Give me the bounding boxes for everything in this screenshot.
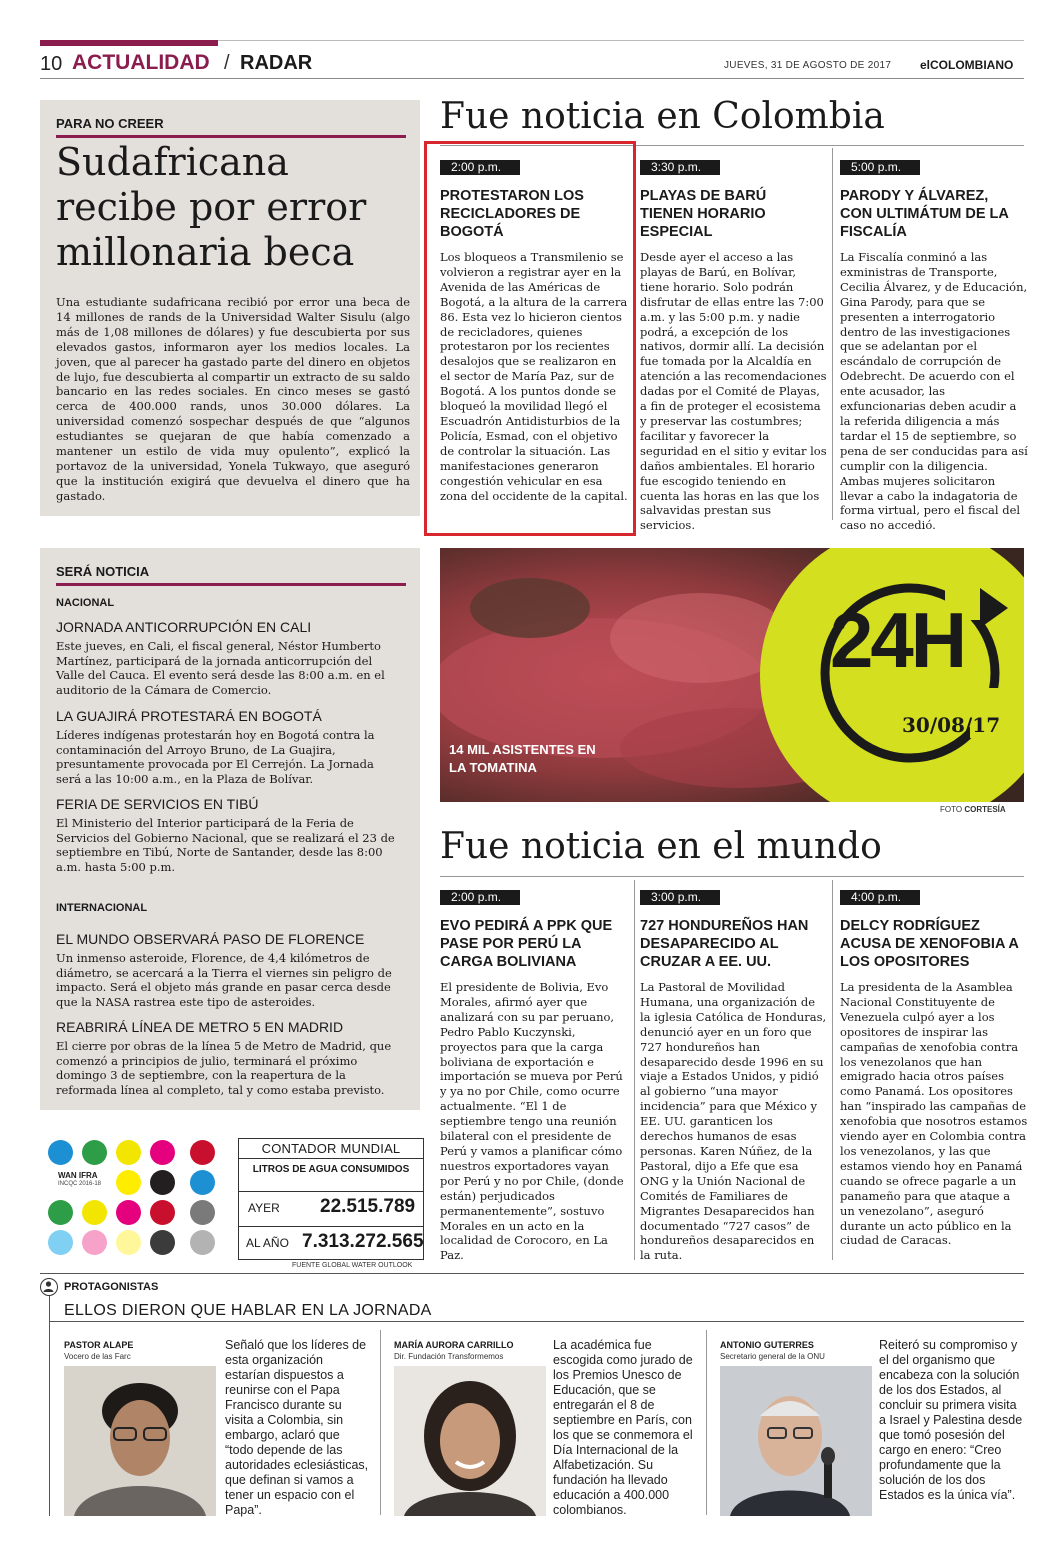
- story-body: Desde ayer el acceso a las playas de Barú, en Bolívar, tiene horario. Solo podrán disfrutar de ellas entre las 7:00 a.m. y las 5:00 p.m. y nadie podrá, a excepción de los nativos, dormir allí. La decisión fue tomada por la Alcaldía en atención a las recomendaciones dadas por el Comité de Playas, a fin de proteger el ecosistema y preservar las costumbres; facilitar y favorecer la seguridad en el sitio y evitar los daños ambientales. El horario fue escogido teniendo en cuenta las horas en las que los salvavidas prestan sus servicios.: [640, 250, 827, 533]
- color-swatch: [48, 1200, 73, 1225]
- story-body: Los bloqueos a Transmilenio se volvieron a registrar ayer en la Avenida de las Américas de Bogotá, a la altura de la carrera 86. Esta vez lo hicieron cientos de recicladores, quienes protestaron por los recientes desalojos que se realizaron en el sector de María Paz, sur de Bogotá. A los puntos donde se bloqueó la movilidad llegó el Escuadrón Antidisturbios de la Policía, Esmad, con el objetivo de controlar la situación. Las manifestaciones generaron congestión vehicular en esa zona del occidente de la capital.: [440, 250, 628, 503]
- counter-ano-value: 7.313.272.565: [302, 1231, 424, 1252]
- sera-noticia-item-title: FERIA DE SERVICIOS EN TIBÚ: [56, 796, 259, 812]
- protagonist-photo: [64, 1366, 216, 1516]
- para-no-creer-body: Una estudiante sudafricana recibió por error una beca de 14 millones de rands de la Universidad Walter Sisulu (algo más de 1,08 millones de dólares) y fue descubierta por sus elevados gastos, informaron ayer los medios locales. La joven, que al parecer ha gastado parte del dinero en objetos de lujo, fue descubierta al compartir un extracto de su saldo bancario en las redes sociales. En cinco meses se gastó cerca de 400.000 rands, unos 30.000 dólares. La universidad comenzó sospechar después de que “algunos estudiantes se quejaran de que había comenzado a mantener un estilo de vida muy opulento”, explicó la portavoz de la universidad, Yonela Tukwayo, que aseguró que la institución exigirá que devuelva el dinero que ha gastado.: [56, 295, 410, 503]
- story-body: La Pastoral de Movilidad Humana, una organización de la iglesia Católica de Honduras, denunció ayer en un foro que 727 hondureños han desaparecido desde 1996 en su viaje a Estados Unidos, y pidió al gobierno “una mayor incidencia” para que México y EE. UU. garanticen los derechos humanos de esas personas. Karen Núñez, de la Pastoral, dijo a Efe que esa ONG y la Unión Nacional de Comités de Familiares de Migrantes Desaparecidos han documentado “727 casos” de hondureños desaparecidos en la ruta.: [640, 980, 827, 1263]
- story-headline: DELCY RODRÍGUEZ ACUSA DE XENOFOBIA A LOS OPOSITORES: [840, 918, 1019, 970]
- kicker-underline: [56, 583, 406, 586]
- print-color-bar: [40, 1138, 220, 1256]
- story-time-badge: 3:30 p.m.: [640, 160, 720, 175]
- mundo-rule: [440, 876, 1024, 877]
- sera-noticia-item-body: El Ministerio del Interior participará de la Feria de Servicios del Gobierno Nacional, que se realizará el 23 de septiembre en Tibú, Norte de Santander, desde las 8:00 a.m. hasta 5:00 p.m.: [56, 816, 395, 874]
- color-swatch: [150, 1200, 175, 1225]
- sera-noticia-item-title: JORNADA ANTICORRUPCIÓN EN CALI: [56, 619, 312, 635]
- color-swatch: [116, 1230, 141, 1255]
- internacional-label: INTERNACIONAL: [56, 902, 148, 914]
- protagonistas-subtitle: ELLOS DIERON QUE HABLAR EN LA JORNADA: [64, 1302, 432, 1319]
- counter-subtitle: LITROS DE AGUA CONSUMIDOS: [252, 1164, 410, 1175]
- counter-ayer-label: AYER: [248, 1201, 280, 1215]
- story-headline: EVO PEDIRÁ A PPK QUE PASE POR PERÚ LA CARGA BOLIVIANA: [440, 918, 613, 970]
- story-headline: PLAYAS DE BARÚ TIENEN HORARIO ESPECIAL: [640, 188, 767, 240]
- mundo-section-title: Fue noticia en el mundo: [440, 826, 882, 867]
- sera-noticia-kicker: SERÁ NOTICIA: [56, 564, 150, 579]
- photo-caption: 14 MIL ASISTENTES EN LA TOMATINA: [449, 742, 596, 775]
- color-swatch: [116, 1140, 141, 1165]
- color-swatch: [82, 1230, 107, 1255]
- subsection-name: RADAR: [240, 52, 313, 74]
- counter-rule: [238, 1158, 424, 1159]
- protagonist-quote: La académica fue escogida como jurado de los Premios Unesco de Educación, que se entregarán el 8 de septiembre en París, con los que se conmemora el Día Internacional de la Alfabetización. Su fundación ha llevado educación a 400.000 colombianos.: [553, 1338, 693, 1517]
- story-time-badge: 2:00 p.m.: [440, 890, 520, 905]
- 24h-badge-text: 24H: [830, 596, 965, 684]
- story-time-badge: 4:00 p.m.: [840, 890, 920, 905]
- person-icon-glyph: [41, 1279, 56, 1294]
- counter-title: CONTADOR MUNDIAL: [261, 1141, 401, 1156]
- protagonist-role: Dir. Fundación Transformemos: [394, 1352, 504, 1361]
- para-no-creer-headline: Sudafricana recibe por error millonaria beca: [56, 140, 367, 274]
- photo-credit-label: FOTO: [940, 805, 963, 814]
- sera-noticia-item-title: REABRIRÁ LÍNEA DE METRO 5 EN MADRID: [56, 1019, 344, 1035]
- counter-rule: [238, 1191, 424, 1192]
- story-body: La presidenta de la Asamblea Nacional Constituyente de Venezuela culpó ayer a los opositores de inspirar las campañas de xenofobia contra los venezolanos que han emigrado hacia otros países como Panamá. Los opositores han “inspirado las campañas de xenofobia que nosotros estamos viendo ayer en Colombia contra los venezolanos, y las que estamos viendo hoy en Panamá cuando se ofrece pagarle a un panameño para que ataque a un venezolano”, aseguró durante un acto público en la ciudad de Caracas.: [840, 980, 1028, 1248]
- highlight-box: [424, 141, 636, 536]
- color-swatch: [190, 1200, 215, 1225]
- portrait-art: [394, 1366, 546, 1516]
- color-swatch: [82, 1200, 107, 1225]
- portrait-art: [64, 1366, 216, 1516]
- wan-ifra-sub: INCQC 2016-18: [58, 1181, 102, 1187]
- color-swatch: [48, 1230, 73, 1255]
- protagonist-role: Vocero de las Farc: [64, 1352, 131, 1361]
- color-swatch: [116, 1170, 141, 1195]
- color-swatch: [190, 1230, 215, 1255]
- page-number: 10: [40, 53, 63, 75]
- 24h-badge-date: 30/08/17: [902, 713, 1001, 737]
- story-time-badge: 5:00 p.m.: [840, 160, 920, 175]
- color-swatch: [150, 1140, 175, 1165]
- color-swatch: [190, 1170, 215, 1195]
- protagonistas-kicker: PROTAGONISTAS: [64, 1281, 159, 1293]
- nacional-label: NACIONAL: [56, 597, 115, 609]
- story-body: La Fiscalía conminó a las exministras de Transporte, Cecilia Álvarez, y de Educación, Gina Parody, para que se presenten a interrogatorio dentro de las investigaciones que se adelantan por el escándalo de corrupción de Odebrecht. De acuerdo con el ente acusador, las exfuncionarias deben acudir a la referida diligencia a más tardar el 15 de septiembre, so pena de ser conducidas para así cumplir con la diligencia. Ambas mujeres solicitaron llevar a cabo la indagatoria de forma virtual, pero el fiscal del caso no accedió.: [840, 250, 1028, 533]
- sera-noticia-item-body: Líderes indígenas protestarán hoy en Bogotá contra la contaminación del Arroyo Bruno, de La Guajira, presuntamente provocada por El Cerrejón. La Jornada será a las 10:00 a.m., en la Plaza de Bolívar.: [56, 728, 375, 786]
- counter-ano-label: AL AÑO: [246, 1236, 289, 1250]
- colombia-section-title: Fue noticia en Colombia: [440, 96, 885, 137]
- color-swatch: [150, 1230, 175, 1255]
- column-divider: [832, 148, 833, 520]
- protagonist-name: PASTOR ALAPE: [64, 1340, 134, 1350]
- portrait-art: [720, 1366, 872, 1516]
- sera-noticia-item-title: LA GUAJIRÁ PROTESTARÁ EN BOGOTÁ: [56, 708, 322, 724]
- wan-ifra-logo: WAN IFRA: [58, 1171, 98, 1180]
- protagonist-quote: Señaló que los líderes de esta organización estarían dispuestos a reunirse con el Papa Francisco durante su visita a Colombia, sin embargo, aclaró que “todo depende de las autoridades eclesiásticas, que definan si vamos a tener un espacio con el Papa”.: [225, 1338, 369, 1517]
- sera-noticia-item-body: Este jueves, en Cali, el fiscal general, Néstor Humberto Martínez, participará de la jornada anticorrupción del Valle del Cauca. El evento será desde las 8:00 a.m. en el auditorio de la Cámara de Comercio.: [56, 639, 385, 697]
- section-separator: /: [224, 52, 230, 74]
- story-time-badge: 3:00 p.m.: [640, 890, 720, 905]
- story-time-badge: 2:00 p.m.: [440, 160, 520, 175]
- protagonist-quote: Reiteró su compromiso y el del organismo que encabeza con la solución de los dos Estados, al concluir su primera visita a Israel y Palestina desde que tomó posesión del cargo en enero: “Creo profundamente que la solución de los dos Estados es la única vía”.: [879, 1338, 1023, 1502]
- para-no-creer-kicker: PARA NO CREER: [56, 116, 164, 131]
- story-headline: PROTESTARON LOS RECICLADORES DE BOGOTÁ: [440, 188, 584, 240]
- protagonistas-rule: [40, 1273, 1024, 1274]
- color-swatch: [48, 1140, 73, 1165]
- column-divider: [832, 880, 833, 1260]
- counter-source: FUENTE GLOBAL WATER OUTLOOK: [292, 1262, 413, 1269]
- column-divider: [634, 880, 635, 1260]
- publication-name: elCOLOMBIANO: [920, 58, 1014, 72]
- sera-noticia-item-body: Un inmenso asteroide, Florence, de 4,4 kilómetros de diámetro, se acercará a la Tierra el viernes sin peligro de impacto. Será el objeto más grande en pasar cerca desde que la NASA rastrea este tipo de asteroides.: [56, 951, 392, 1009]
- story-body: El presidente de Bolivia, Evo Morales, afirmó ayer que analizará con su par peruano, Pedro Pablo Kuczynski, proyectos para que la carga boliviana de exportación e importación se mueva por Perú y ya no por Chile, como ocurre actualmente. “El 1 de septiembre tengo una reunión bilateral con el presidente de Perú y vamos a planificar cómo nuestros exportadores vayan por Perú y no por Chile, (donde están) perjudicados permanentemente”, sostuvo Morales en un acto en la localidad de Corocoro, en La Paz.: [440, 980, 624, 1263]
- column-divider: [706, 1330, 707, 1515]
- protagonist-role: Secretario general de la ONU: [720, 1352, 825, 1361]
- color-swatch: [190, 1140, 215, 1165]
- counter-rule: [238, 1226, 424, 1227]
- protagonist-name: MARÍA AURORA CARRILLO: [394, 1340, 514, 1350]
- protagonist-photo: [394, 1366, 546, 1516]
- protagonistas-subrule: [49, 1321, 1024, 1322]
- protagonistas-vertical-rule: [49, 1296, 50, 1516]
- story-headline: PARODY Y ÁLVAREZ, CON ULTIMÁTUM DE LA FISCALÍA: [840, 188, 1009, 240]
- column-divider: [380, 1330, 381, 1515]
- color-swatch: [150, 1170, 175, 1195]
- story-headline: 727 HONDUREÑOS HAN DESAPARECIDO AL CRUZAR A EE. UU.: [640, 918, 809, 970]
- kicker-underline: [56, 135, 406, 138]
- color-swatch: [82, 1140, 107, 1165]
- protagonist-name: ANTONIO GUTERRES: [720, 1340, 814, 1350]
- sera-noticia-item-body: El cierre por obras de la línea 5 de Metro de Madrid, que comenzó a principios de julio, terminará el próximo domingo 3 de septiembre, con la reapertura de la reformada línea al completo, tal y como estaba previsto.: [56, 1039, 392, 1097]
- sera-noticia-item-title: EL MUNDO OBSERVARÁ PASO DE FLORENCE: [56, 931, 365, 947]
- person-icon: [40, 1278, 58, 1296]
- issue-date: JUEVES, 31 DE AGOSTO DE 2017: [724, 60, 892, 71]
- protagonist-photo: [720, 1366, 872, 1516]
- section-name: ACTUALIDAD: [72, 51, 210, 74]
- section-color-bar: [40, 40, 218, 46]
- photo-credit-name: CORTESÍA: [964, 805, 1006, 814]
- counter-ayer-value: 22.515.789: [320, 1196, 416, 1217]
- photo-credit: [940, 805, 1006, 814]
- color-swatch: [116, 1200, 141, 1225]
- header-rule: [40, 78, 1024, 79]
